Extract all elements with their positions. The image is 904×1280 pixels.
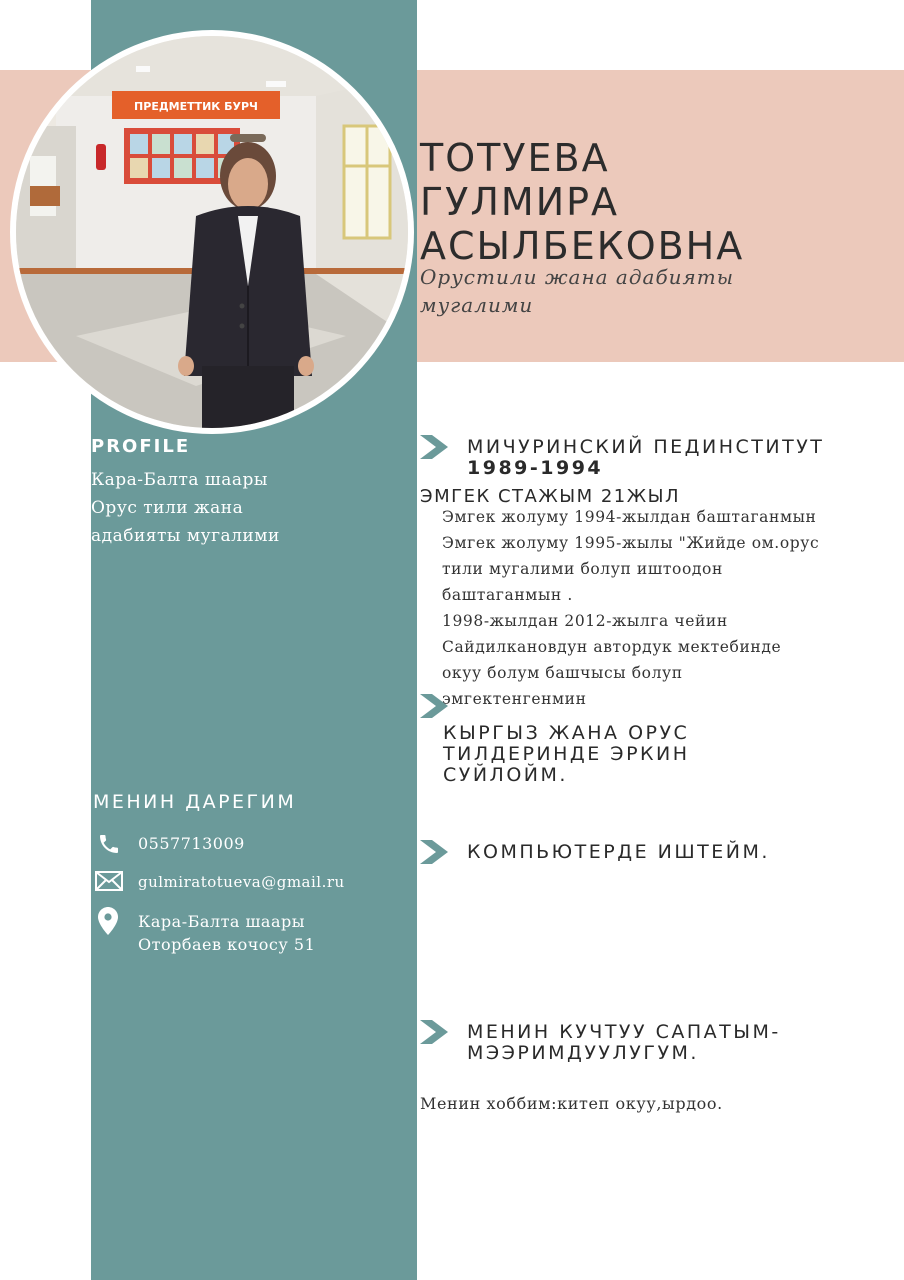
computer-skill: КОМПЬЮТЕРДЕ ИШТЕЙМ.: [467, 841, 770, 863]
job-title-line-2: мугалими: [420, 293, 534, 317]
strengths-arrow-icon: [420, 1020, 448, 1044]
experience-line-7: окуу болум башчысы болуп: [442, 664, 683, 682]
photo-scene: [16, 36, 408, 428]
languages-line-3: СУЙЛОЙМ.: [443, 764, 568, 786]
address-line-2: Оторбаев кочосу 51: [138, 935, 316, 954]
experience-line-1: Эмгек жолуму 1994-жылдан баштаганмын: [442, 508, 817, 526]
phone-icon: [97, 832, 121, 856]
experience-line-6: Сайдилкановдун автордук мектебинде: [442, 638, 782, 656]
location-pin-icon: [98, 907, 118, 935]
profile-line-1: Кара-Балта шаары: [91, 470, 268, 490]
languages-line-1: КЫРГЫЗ ЖАНА ОРУС: [443, 722, 690, 744]
languages-line-2: ТИЛДЕРИНДЕ ЭРКИН: [443, 743, 690, 765]
name-line-2: ГУЛМИРА: [420, 180, 620, 224]
education-title: МИЧУРИНСКИЙ ПЕДИНСТИТУТ: [467, 436, 825, 458]
profile-photo: [10, 30, 414, 434]
languages-arrow-icon: [420, 694, 448, 718]
portrait-illustration: [16, 36, 408, 428]
job-title-line-1: Орустили жана адабияты: [420, 265, 735, 289]
strengths-line-2: МЭЭРИМДУУЛУГУМ.: [467, 1042, 699, 1064]
email-address: gulmiratotueva@gmail.ru: [138, 873, 345, 891]
experience-line-3: тили мугалими болуп иштоодон: [442, 560, 723, 578]
mail-icon: [95, 871, 123, 891]
experience-line-2: Эмгек жолуму 1995-жылы "Жийде ом.орус: [442, 534, 820, 552]
computer-arrow-icon: [420, 840, 448, 864]
profile-line-3: адабияты мугалими: [91, 526, 280, 546]
phone-number: 0557713009: [138, 834, 245, 853]
experience-line-4: баштаганмын .: [442, 586, 573, 604]
hobby-text: Менин хоббим:китеп окуу,ырдоо.: [420, 1094, 723, 1113]
education-arrow-icon: [420, 435, 448, 459]
name-line-3: АСЫЛБЕКОВНА: [420, 224, 745, 268]
experience-line-8: эмгектенгенмин: [442, 690, 587, 708]
education-years: 1989-1994: [467, 457, 604, 479]
strengths-line-1: МЕНИН КУЧТУУ САПАТЫМ-: [467, 1021, 781, 1043]
photo-banner-text: ПРЕДМЕТТИК БУРЧ: [134, 100, 258, 113]
contact-heading: МЕНИН ДАРЕГИМ: [93, 791, 297, 813]
address-line-1: Кара-Балта шаары: [138, 912, 305, 931]
experience-title: ЭМГЕК СТАЖЫМ 21ЖЫЛ: [420, 486, 681, 507]
profile-line-2: Орус тили жана: [91, 498, 244, 518]
name-line-1: ТОТУЕВА: [420, 136, 610, 180]
profile-heading: PROFILE: [91, 436, 191, 457]
experience-line-5: 1998-жылдан 2012-жылга чейин: [442, 612, 728, 630]
